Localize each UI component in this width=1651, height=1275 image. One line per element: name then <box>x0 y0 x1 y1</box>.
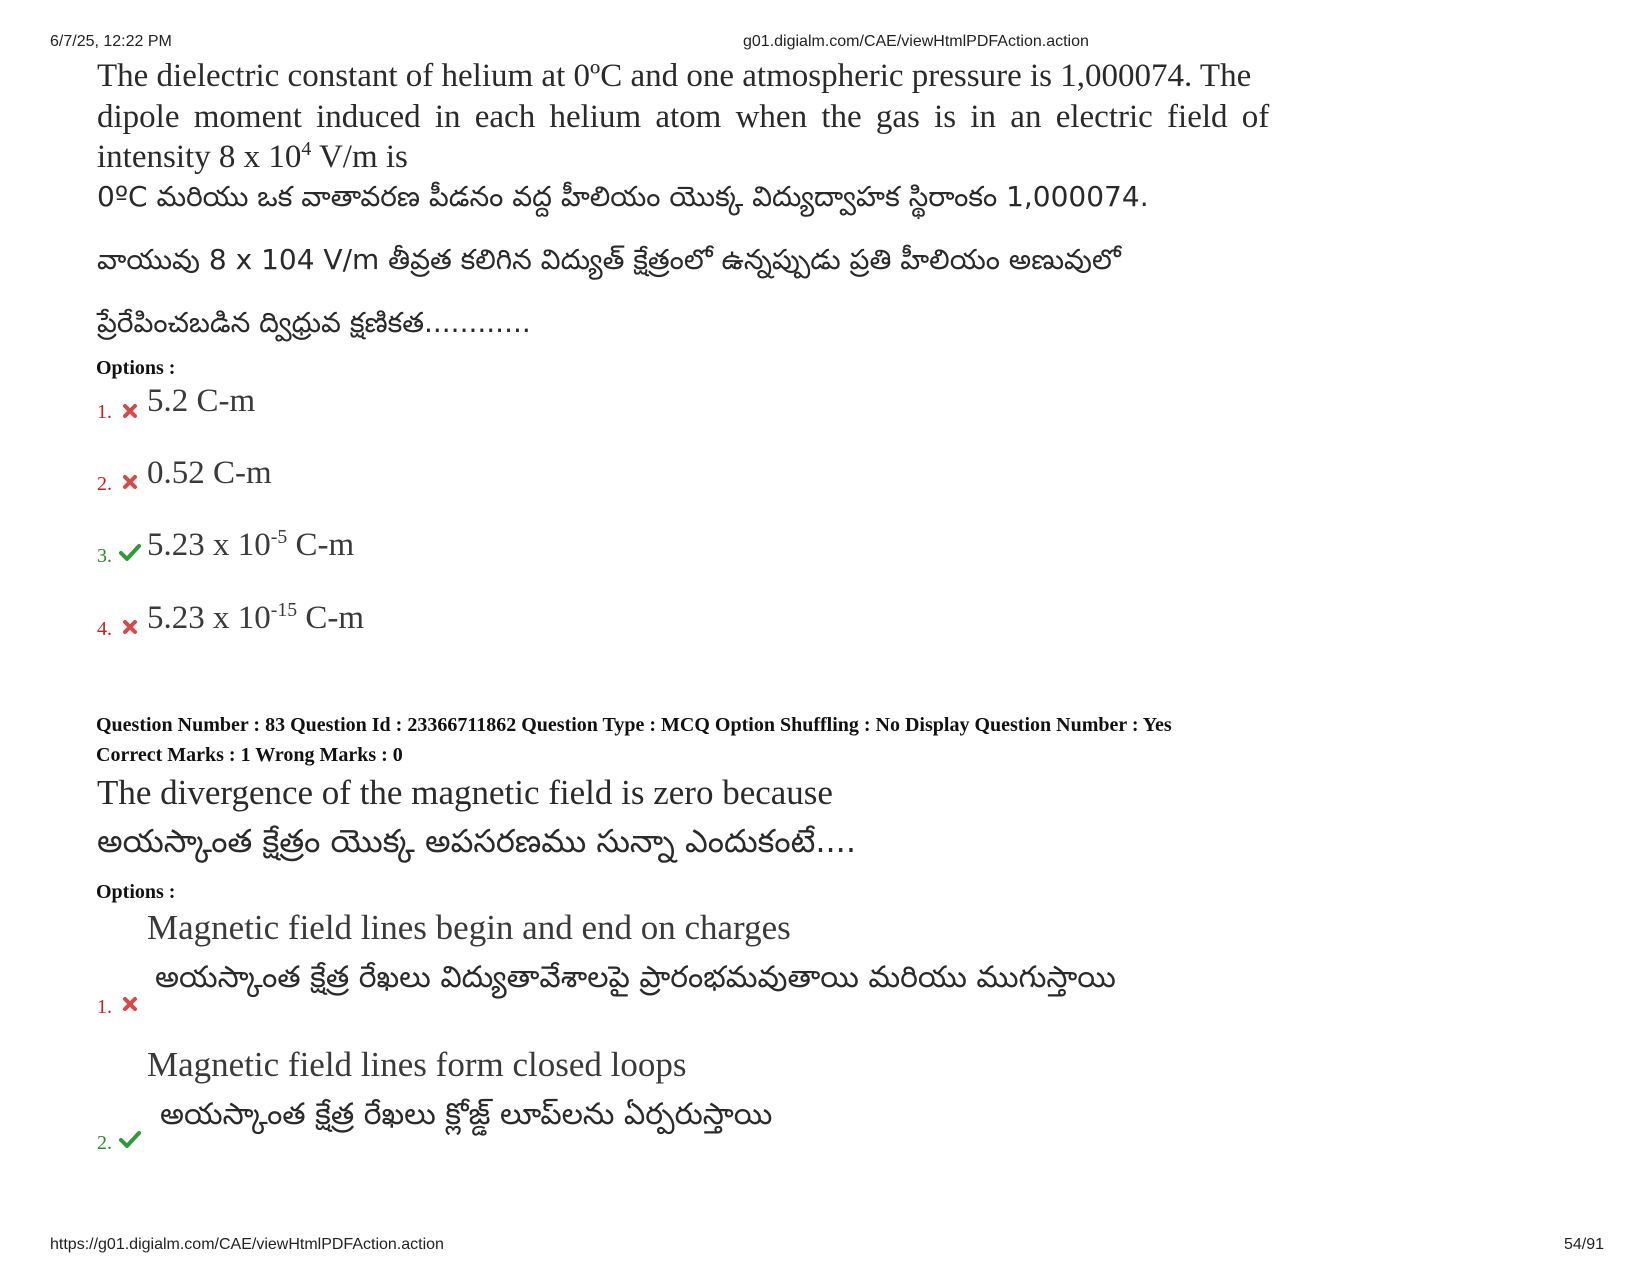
option-text-pre: 5.23 x 10 <box>147 600 271 636</box>
cross-mark-icon <box>121 402 139 420</box>
question-text-en: The divergence of the magnetic field is zero because <box>97 773 833 812</box>
check-mark-icon <box>119 1130 141 1148</box>
cross-mark-icon <box>121 473 139 491</box>
question-text-te-line1: 0ºC మరియు ఒక వాతావరణ పీడనం వద్ద హీలియం యొక్క విద్యుద్వాహక స్థిరాంకం 1,000074. <box>97 180 1149 213</box>
option-text-te: అయస్కాంత క్షేత్ర రేఖలు క్లోజ్డ్ లూప్‌లను ఏర్పరుస్తాయి <box>160 1097 773 1132</box>
question-meta: Question Number : 83 Question Id : 23366711862 Question Type : MCQ Option Shuffling : No Display Question Number : Yes <box>96 714 1172 736</box>
option-text-te: అయస్కాంత క్షేత్ర రేఖలు విద్యుతావేశాలపై ప్రారంభమవుతాయి మరియు ముగుస్తాయి <box>155 960 1116 995</box>
question-text-en-line1: The dielectric constant of helium at 0ºC and one atmospheric pressure is 1,000074. The <box>97 58 1252 94</box>
options-label: Options : <box>96 357 176 379</box>
option-number: 3. <box>97 545 112 567</box>
question-text-te-line2: వాయువు 8 x 104 V/m తీవ్రత కలిగిన విద్యుత్ క్షేత్రంలో ఉన్నప్పుడు ప్రతి హీలియం అణువులో <box>97 243 1121 276</box>
option-text-post: C-m <box>297 600 365 636</box>
print-datetime: 6/7/25, 12:22 PM <box>50 33 172 50</box>
question-text-en-line3-post: V/m is <box>311 139 408 175</box>
question-text-te: అయస్కాంత క్షేత్రం యొక్క అపసరణము సున్నా ఎందుకంటే.... <box>97 822 857 860</box>
option-number: 2. <box>97 1132 112 1154</box>
option-number: 1. <box>97 401 112 423</box>
question-text-te-line3: ప్రేరేపించబడిన ద్విధ్రువ క్షణికత............ <box>97 306 531 339</box>
print-page-number: 54/91 <box>1564 1236 1605 1253</box>
option-text-pre: 5.23 x 10 <box>147 527 271 563</box>
option-text: 5.2 C-m <box>147 383 256 419</box>
option-text-exponent: -15 <box>270 599 298 621</box>
option-text: 0.52 C-m <box>147 455 272 491</box>
question-text-en-line3-pre: intensity 8 x 10 <box>97 139 302 175</box>
option-text <box>147 600 364 637</box>
option-number: 4. <box>97 618 112 640</box>
option-number: 2. <box>97 473 112 495</box>
question-marks: Correct Marks : 1 Wrong Marks : 0 <box>96 744 403 766</box>
option-text-post: C-m <box>287 527 355 563</box>
cross-mark-icon <box>121 618 139 636</box>
option-text-exponent: -5 <box>270 526 288 548</box>
option-text-en: Magnetic field lines form closed loops <box>147 1045 687 1084</box>
question-text-exponent: 4 <box>301 138 312 160</box>
check-mark-icon <box>119 543 141 561</box>
options-label: Options : <box>96 881 176 903</box>
question-text-en-line2: dipole moment induced in each helium atom when the gas is in an electric field of <box>97 99 1270 135</box>
print-footer-url: https://g01.digialm.com/CAE/viewHtmlPDFAction.action <box>50 1236 444 1253</box>
option-text-en: Magnetic field lines begin and end on charges <box>147 908 791 947</box>
option-text <box>147 527 354 564</box>
print-url-title: g01.digialm.com/CAE/viewHtmlPDFAction.action <box>743 33 1089 50</box>
option-number: 1. <box>97 996 112 1018</box>
cross-mark-icon <box>121 995 139 1013</box>
question-text-en-line3 <box>97 137 408 178</box>
